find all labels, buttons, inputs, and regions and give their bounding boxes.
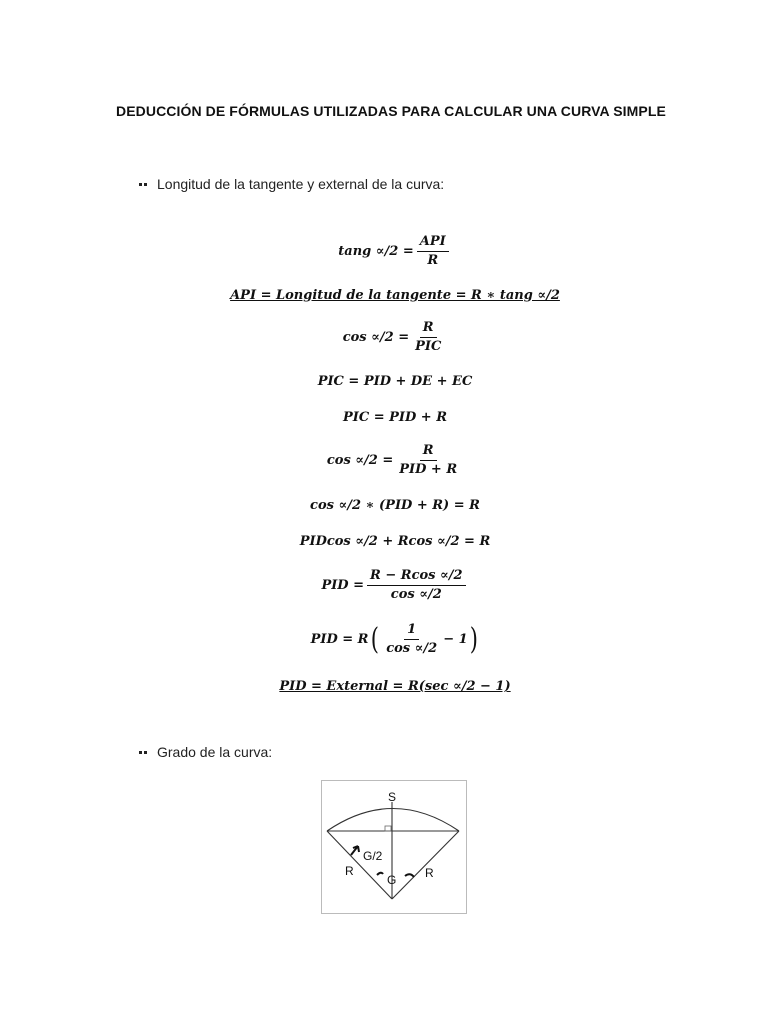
fraction-numerator: R (420, 320, 437, 338)
label-r-right: R (425, 866, 434, 880)
equation-lhs: cos ∝/2 = (342, 330, 410, 345)
page-title: DEDUCCIÓN DE FÓRMULAS UTILIZADAS PARA CALCULAR UNA CURVA SIMPLE (116, 103, 666, 119)
label-g: G (387, 873, 397, 887)
fraction-denominator: R (427, 253, 439, 268)
equation-tangent (0, 234, 768, 269)
label-half-angle: G/2 (363, 849, 383, 863)
bullet-icon (139, 183, 147, 186)
equation-pid-fraction (0, 568, 768, 603)
equation-api-definition (0, 288, 768, 303)
equation-lhs: tang ∝/2 = (338, 244, 414, 259)
equation-pic-pid-r (0, 410, 768, 425)
equation-text: PIDcos ∝/2 + Rcos ∝/2 = R (299, 534, 491, 549)
equation-text: cos ∝/2 ∗ (PID + R) = R (310, 498, 480, 513)
label-r-left: R (345, 864, 354, 878)
fraction-denominator: PIC (415, 339, 442, 354)
bullet-icon (139, 751, 147, 754)
bullet-item-degree (139, 744, 272, 760)
equation-pid-factored (0, 622, 768, 657)
curve-degree-diagram (321, 780, 467, 914)
equation-tail: − 1 (443, 632, 468, 647)
fraction-denominator: PID + R (399, 462, 458, 477)
bullet-text: Grado de la curva: (157, 744, 273, 760)
equation-lhs: PID = (321, 578, 365, 593)
right-paren-icon: ) (469, 621, 478, 657)
fraction-numerator: API (417, 234, 449, 252)
equation-text: PIC = PID + DE + EC (317, 374, 473, 389)
bullet-item-tangent (139, 176, 444, 192)
equation-text: PID = External = R(sec ∝/2 − 1) (279, 679, 511, 694)
fraction-numerator: 1 (404, 622, 419, 640)
fraction-denominator: cos ∝/2 (386, 641, 438, 656)
label-s: S (387, 790, 397, 804)
fraction-denominator: cos ∝/2 (390, 587, 442, 602)
equation-cos-pid-r (0, 443, 768, 478)
equation-pic-sum (0, 374, 768, 389)
equation-expanded (0, 534, 768, 549)
equation-lhs: PID = R (310, 632, 369, 647)
equation-cos-pic (0, 320, 768, 355)
equation-text: PIC = PID + R (342, 410, 448, 425)
equation-lhs: cos ∝/2 = (326, 453, 394, 468)
bullet-text: Longitud de la tangente y external de la curva: (157, 176, 445, 192)
fraction-numerator: R (420, 443, 437, 461)
fraction-numerator: R − Rcos ∝/2 (367, 568, 466, 586)
equation-text: API = Longitud de la tangente = R ∗ tang ∝/2 (230, 288, 560, 303)
equation-cos-product (0, 498, 768, 513)
equation-external (0, 679, 768, 694)
left-paren-icon: ( (370, 621, 379, 657)
